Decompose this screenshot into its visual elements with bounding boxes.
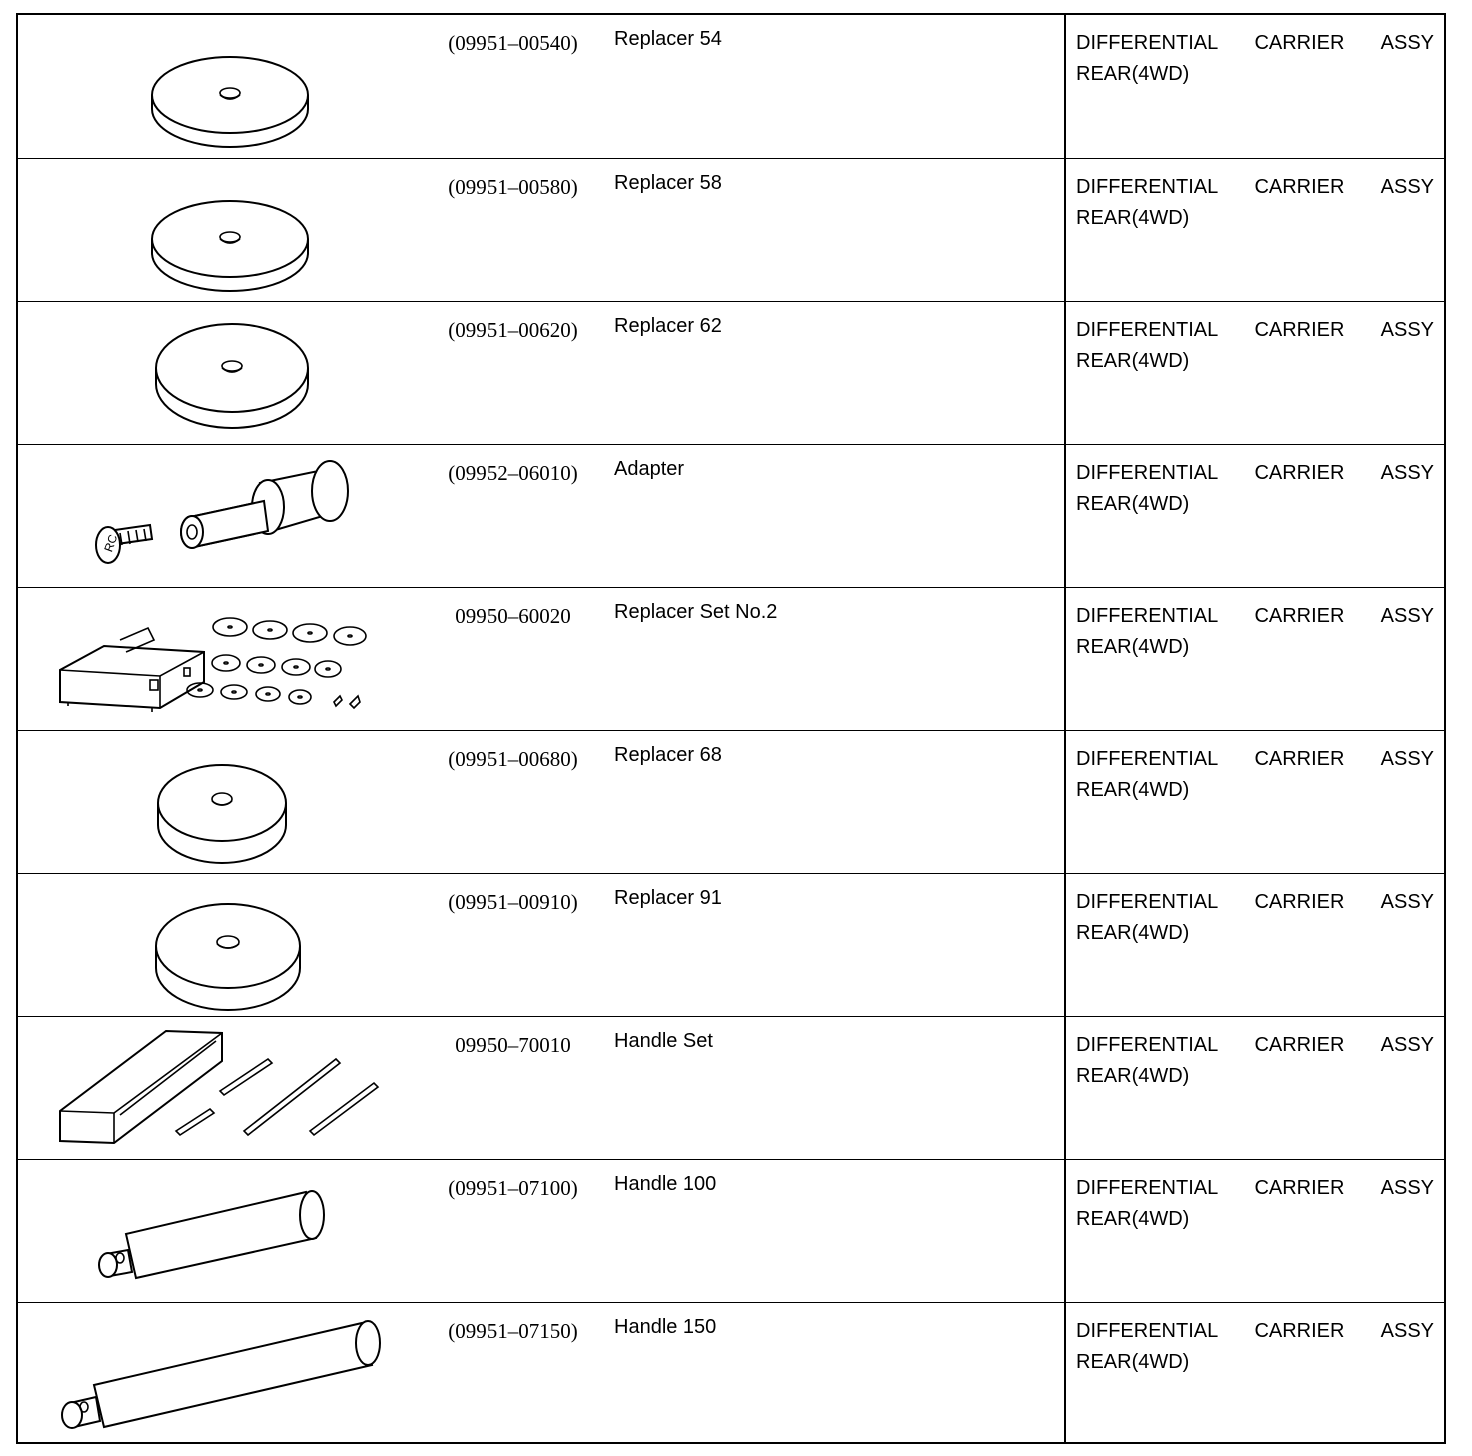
tool-case-icon <box>60 628 204 712</box>
app-word: ASSY <box>1380 462 1434 484</box>
app-word: CARRIER <box>1254 1034 1345 1056</box>
app-word: DIFFERENTIAL <box>1076 1177 1219 1199</box>
app-word: ASSY <box>1380 1034 1434 1056</box>
app-word: REAR(4WD) <box>1076 63 1190 85</box>
svg-text:RC: RC <box>101 532 121 554</box>
app-word: ASSY <box>1380 32 1434 54</box>
replacer-set-icon <box>28 590 418 728</box>
adapter-icon <box>28 447 418 585</box>
tool-name: Replacer 54 <box>614 28 722 50</box>
part-number: (09951–07150) <box>448 1319 578 1343</box>
applicable-section <box>1076 1030 1434 1092</box>
sst-table <box>16 13 1446 1444</box>
part-number: (09951–00580) <box>448 175 578 199</box>
tool-name: Replacer 68 <box>614 744 722 766</box>
app-word: ASSY <box>1380 1177 1434 1199</box>
app-word: REAR(4WD) <box>1076 922 1190 944</box>
handle-long-icon <box>28 1305 418 1443</box>
tool-name: Handle Set <box>614 1030 713 1052</box>
handle-set-icon <box>28 1019 418 1157</box>
part-number: (09951–00910) <box>448 890 578 914</box>
tool-name: Adapter <box>614 458 685 480</box>
part-number: (09951–00540) <box>448 31 578 55</box>
tool-name: Handle 150 <box>614 1316 717 1338</box>
applicable-section <box>1076 744 1434 806</box>
applicable-section <box>1076 887 1434 949</box>
app-word: CARRIER <box>1254 1320 1345 1342</box>
app-word: DIFFERENTIAL <box>1076 462 1219 484</box>
part-number: (09951–00680) <box>448 747 578 771</box>
app-word: ASSY <box>1380 891 1434 913</box>
bolt-icon <box>96 525 152 563</box>
applicable-section <box>1076 1173 1434 1235</box>
applicable-section <box>1076 172 1434 234</box>
app-word: CARRIER <box>1254 1177 1345 1199</box>
app-word: REAR(4WD) <box>1076 1065 1190 1087</box>
app-word: DIFFERENTIAL <box>1076 32 1219 54</box>
app-word: ASSY <box>1380 319 1434 341</box>
part-number: (09951–00620) <box>448 318 578 342</box>
table-row <box>18 873 1444 1016</box>
app-word: CARRIER <box>1254 176 1345 198</box>
tool-name: Replacer 58 <box>614 172 722 194</box>
table-row <box>18 444 1444 587</box>
app-word: DIFFERENTIAL <box>1076 1034 1219 1056</box>
handle-icon <box>28 1162 418 1300</box>
applicable-section <box>1076 315 1434 377</box>
table-row <box>18 158 1444 301</box>
replacer-disc-icon <box>28 876 418 1014</box>
app-word: REAR(4WD) <box>1076 636 1190 658</box>
part-number: 09950–60020 <box>455 604 571 628</box>
app-word: CARRIER <box>1254 748 1345 770</box>
app-word: ASSY <box>1380 748 1434 770</box>
table-row <box>18 15 1444 158</box>
table-row <box>18 1302 1444 1445</box>
applicable-section <box>1076 28 1434 90</box>
tool-name: Replacer 62 <box>614 315 722 337</box>
table-row <box>18 301 1444 444</box>
table-row <box>18 1159 1444 1302</box>
app-word: ASSY <box>1380 605 1434 627</box>
replacer-disc-icon <box>28 161 418 299</box>
handle-case-icon <box>60 1031 222 1143</box>
app-word: DIFFERENTIAL <box>1076 1320 1219 1342</box>
app-word: DIFFERENTIAL <box>1076 891 1219 913</box>
tool-name: Handle 100 <box>614 1173 717 1195</box>
replacer-disc-icon <box>28 733 418 871</box>
table-row <box>18 587 1444 730</box>
app-word: DIFFERENTIAL <box>1076 605 1219 627</box>
table-row <box>18 1016 1444 1159</box>
app-word: DIFFERENTIAL <box>1076 748 1219 770</box>
replacer-disc-icon <box>28 304 418 442</box>
tool-name: Replacer 91 <box>614 887 722 909</box>
part-number: (09952–06010) <box>448 461 578 485</box>
app-word: REAR(4WD) <box>1076 1208 1190 1230</box>
app-word: DIFFERENTIAL <box>1076 176 1219 198</box>
table-row <box>18 730 1444 873</box>
app-word: ASSY <box>1380 1320 1434 1342</box>
app-word: REAR(4WD) <box>1076 779 1190 801</box>
app-word: REAR(4WD) <box>1076 207 1190 229</box>
app-word: DIFFERENTIAL <box>1076 319 1219 341</box>
app-word: CARRIER <box>1254 891 1345 913</box>
part-number: (09951–07100) <box>448 1176 578 1200</box>
app-word: CARRIER <box>1254 605 1345 627</box>
app-word: CARRIER <box>1254 462 1345 484</box>
app-word: ASSY <box>1380 176 1434 198</box>
app-word: REAR(4WD) <box>1076 1351 1190 1373</box>
app-word: REAR(4WD) <box>1076 493 1190 515</box>
app-word: CARRIER <box>1254 32 1345 54</box>
app-word: REAR(4WD) <box>1076 350 1190 372</box>
tool-name: Replacer Set No.2 <box>614 601 778 623</box>
applicable-section <box>1076 1316 1434 1378</box>
replacer-disc-icon <box>28 17 418 155</box>
applicable-section <box>1076 601 1434 663</box>
applicable-section <box>1076 458 1434 520</box>
app-word: CARRIER <box>1254 319 1345 341</box>
part-number: 09950–70010 <box>455 1033 571 1057</box>
